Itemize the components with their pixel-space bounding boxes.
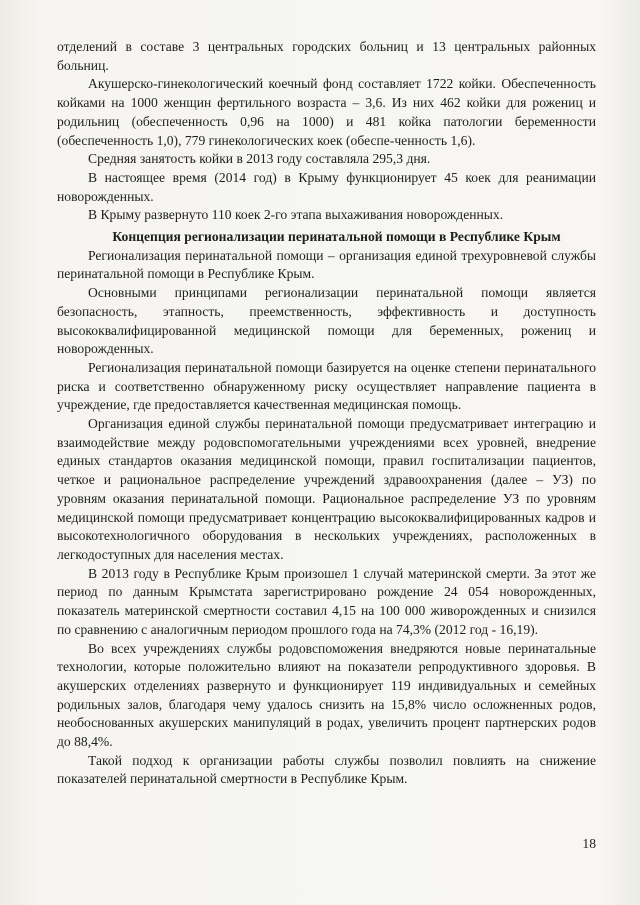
paragraph-service-organization: Организация единой службы перинатальной помощи предусматривает интеграцию и взаимодействие между родовспомогательными учреждениями всех уровней, внедрение единых стандартов оказания медицинской помощи, правил госпитализации пациентов, четкое и рациональное распределение учреждений здравоохранения (далее – УЗ) по уровням оказания перинатальной помощи. Рациональное распределение УЗ по уровням медицинской помощи предусматривает концентрацию высококвалифицированных кадров и высокотехнологичного оборудования в нескольких учреждениях, расположенных в легкодоступных для населения местах. (57, 416, 596, 562)
paragraph-neonatal-reanimation: В настоящее время (2014 год) в Крыму функционирует 45 коек для реанимации новорожденных. (57, 169, 596, 204)
section-heading: Концепция регионализации перинатальной помощи в Республике Крым (112, 229, 561, 245)
paragraph-regionalization-definition: Регионализация перинатальной помощи – организация единой трехуровневой службы перинатальной помощи в Республике Крым. (57, 247, 596, 282)
paragraph-bed-fund: Акушерско-гинекологический коечный фонд составляет 1722 койки. Обеспеченность койками на 1000 женщин фертильного возраста – 3,6. Из них 462 койки для рожениц и родильниц (обеспеченность 0,96 на 1000) и 481 койка патологии беременности (обеспеченность 1,0), 779 гинекологических коек (обеспе-ченность 1,6). (57, 76, 596, 148)
paragraph-risk-assessment: Регионализация перинатальной помощи базируется на оценке степени перинатального риска и соответственно обнаруженному риску осуществляет направление пациента в учреждение, где предоставляется качественная медицинская помощь. (57, 359, 596, 413)
paragraph-perinatal-technologies: Во всех учреждениях службы родовспоможения внедряются новые перинатальные технологии, которые положительно влияют на показатели репродуктивного здоровья. В акушерских отделениях развернуто и функционирует 119 индивидуальных и семейных родильных залов, благодаря чему удалось снизить на 15,8% число осложненных родов, необоснованных акушерских манипуляций в родах, увеличить процент партнерских родов до 88,4%. (57, 640, 596, 750)
paragraph-second-stage-care: В Крыму развернуто 110 коек 2-го этапа выхаживания новорожденных. (88, 207, 504, 223)
paragraph-conclusion: Такой подход к организации работы службы позволил повлиять на снижение показателей перинатальной смертности в Республике Крым. (57, 752, 596, 787)
paragraph-bed-occupancy: Средняя занятость койки в 2013 году составляла 295,3 дня. (88, 151, 431, 167)
paragraph-principles: Основными принципами регионализации перинатальной помощи является безопасность, этапность, преемственность, эффективность и доступность высококвалифицированной медицинской помощи для беременных, рожениц и новорожденных. (57, 285, 596, 357)
paragraph-maternal-mortality: В 2013 году в Республике Крым произошел 1 случай материнской смерти. За этот же период по данным Крымстата зарегистрировано рождение 24 054 новорожденных, показатель материнской смертности составил 4,15 на 100 000 живорожденных и снизился по сравнению с аналогичным периодом прошлого года на 74,3% (2012 год - 16,19). (57, 565, 596, 637)
page-number: 18 (582, 836, 596, 851)
paragraph-hospitals-continued: отделений в составе 3 центральных городских больниц и 13 центральных районных больниц. (57, 39, 596, 73)
